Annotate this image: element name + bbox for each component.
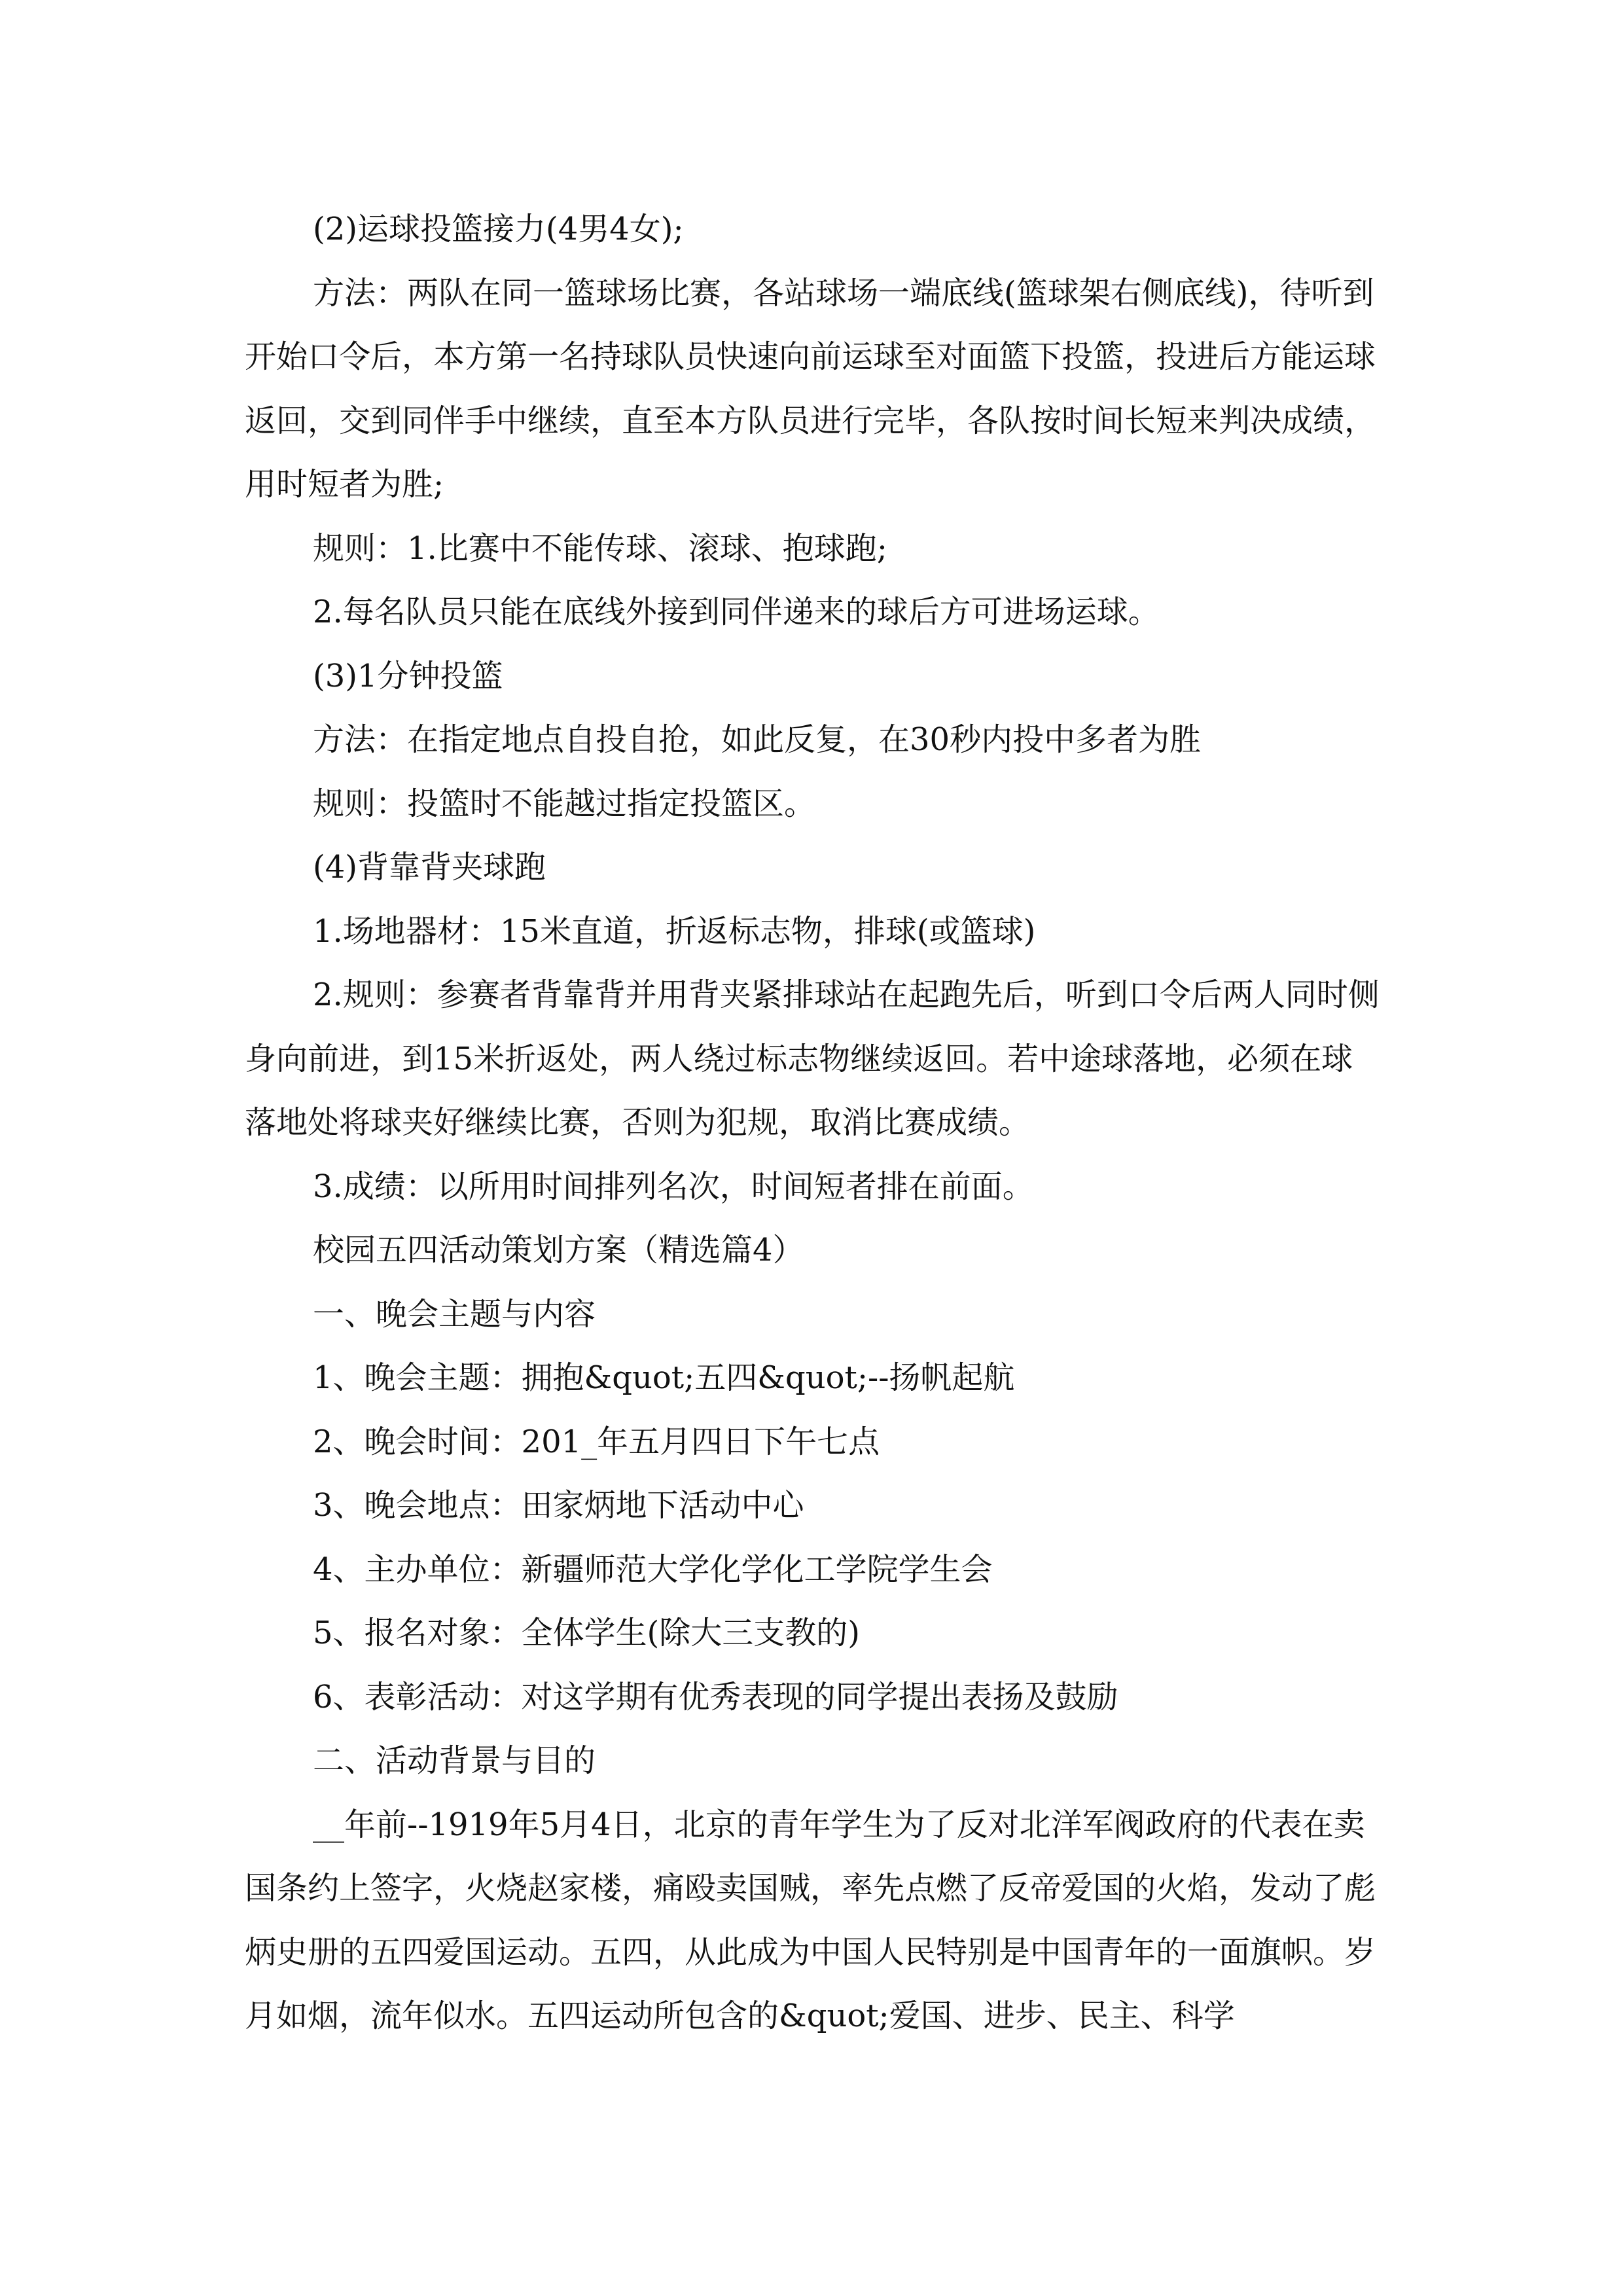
paragraph-back-to-back-rules: 2.规则：参赛者背靠背并用背夹紧排球站在起跑先后，听到口令后两人同时侧身向前进，到15米折返处，两人绕过标志物继续返回。若中途球落地，必须在球落地处将球夹好继续比赛，否则为犯规，取消比赛成绩。 bbox=[245, 977, 1380, 1141]
list-item-participants: 5、报名对象：全体学生(除大三支教的) bbox=[313, 1615, 860, 1651]
paragraph-back-to-back-score: 3.成绩：以所用时间排列名次，时间短者排在前面。 bbox=[313, 1168, 1034, 1205]
paragraph-shooting-rule: 规则：投篮时不能越过指定投篮区。 bbox=[313, 785, 816, 822]
list-item-time: 2、晚会时间：201_年五月四日下午七点 bbox=[313, 1423, 880, 1460]
paragraph-relay-rule-2: 2.每名队员只能在底线外接到同伴递来的球后方可进场运球。 bbox=[313, 594, 1160, 630]
list-item-location: 3、晚会地点：田家炳地下活动中心 bbox=[313, 1487, 804, 1524]
paragraph-back-to-back-title: (4)背靠背夹球跑 bbox=[313, 849, 546, 886]
paragraph-relay-rule-1: 规则：1.比赛中不能传球、滚球、抱球跑; bbox=[313, 529, 887, 567]
paragraph-shooting-title: (3)1分钟投篮 bbox=[313, 657, 503, 694]
paragraph-relay-title: (2)运球投篮接力(4男4女); bbox=[313, 211, 684, 247]
paragraph-relay-method: 方法：两队在同一篮球场比赛，各站球场一端底线(篮球架右侧底线)，待听到开始口令后，本方第一名持球队员快速向前运球至对面篮下投篮，投进后方能运球返回，交到同伴手中继续，直至本方队员进行完毕，各队按时间长短来判决成绩，用时短者为胜; bbox=[245, 274, 1376, 503]
list-item-organizer: 4、主办单位：新疆师范大学化学化工学院学生会 bbox=[313, 1551, 993, 1588]
heading-theme-content: 一、晚会主题与内容 bbox=[313, 1295, 596, 1333]
paragraph-shooting-method: 方法：在指定地点自投自抢，如此反复，在30秒内投中多者为胜 bbox=[313, 721, 1202, 758]
paragraph-background: __年前--1919年5月4日，北京的青年学生为了反对北洋军阀政府的代表在卖国条约上签字，火烧赵家楼，痛殴卖国贼，率先点燃了反帝爱国的火焰，发动了彪炳史册的五四爱国运动。五四，从此成为中国人民特别是中国青年的一面旗帜。岁月如烟，流年似水。五四运动所包含的&quot;爱国、进步、民主、科学 bbox=[245, 1806, 1376, 2034]
document-body bbox=[245, 198, 1380, 2049]
list-item-theme: 1、晚会主题：拥抱&quot;五四&quot;--扬帆起航 bbox=[313, 1359, 1015, 1396]
section-title-plan-4: 校园五四活动策划方案（精选篇4） bbox=[313, 1232, 804, 1268]
heading-background-purpose: 二、活动背景与目的 bbox=[313, 1742, 596, 1779]
list-item-commendation: 6、表彰活动：对这学期有优秀表现的同学提出表扬及鼓励 bbox=[313, 1678, 1118, 1715]
paragraph-back-to-back-equipment: 1.场地器材：15米直道，折返标志物，排球(或篮球) bbox=[313, 912, 1036, 950]
